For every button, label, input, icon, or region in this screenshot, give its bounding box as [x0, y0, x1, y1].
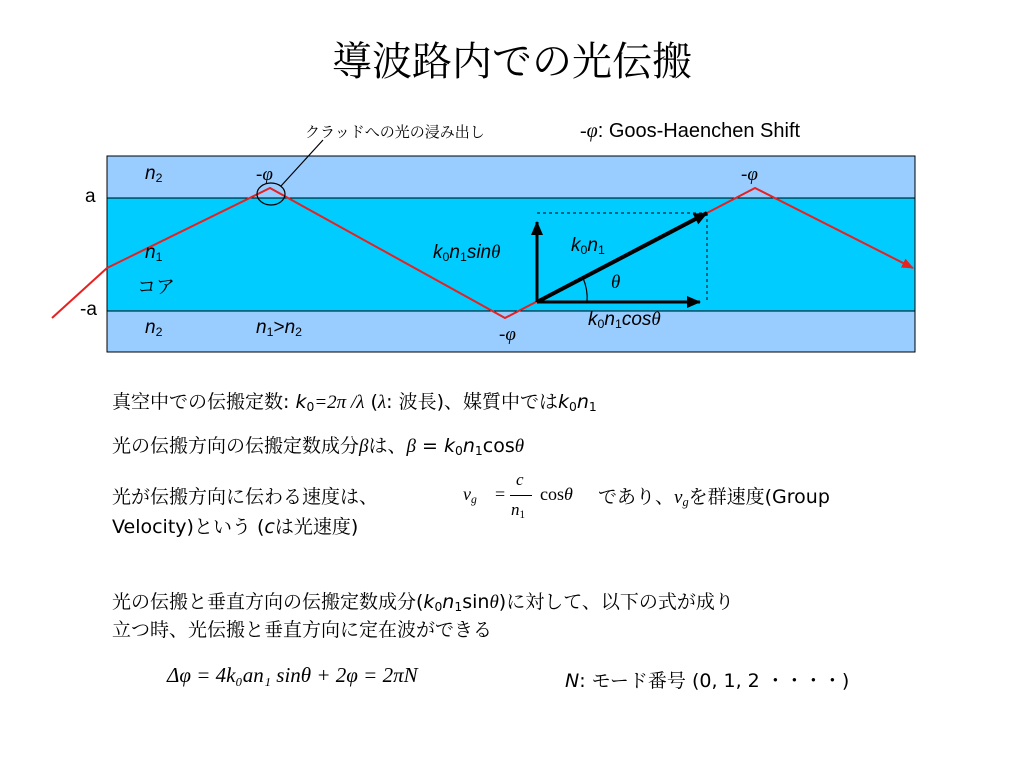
n1-label: $n_1$ [145, 242, 163, 265]
k0n1sin-label: $k_0n_1\sin\theta$ [433, 242, 501, 265]
group-velocity-line-2: Velocity)という (cは光速度) [112, 516, 359, 538]
core-label: コア [137, 277, 176, 298]
k0n1cos-label: $k_0n_1\cos\theta$ [588, 309, 661, 332]
phi-upper-right-label: -φ [741, 164, 758, 185]
theta-angle-label: θ [611, 272, 621, 293]
goos-haenchen-label: -φ: Goos-Haenchen Shift [580, 120, 801, 142]
a-label: a [85, 186, 96, 207]
cladding-penetration-label: クラッドへの光の浸み出し [305, 124, 485, 141]
mode-number-label: N: モード番号 (0, 1, 2 ・・・・) [565, 670, 850, 692]
vg-formula-numerator: c [516, 470, 524, 489]
n1-gt-n2-label: $n_1>n_2$ [256, 317, 303, 340]
page-title: 導波路内での光伝搬 [332, 39, 692, 85]
mode-equation: Δφ = 4k₀an₁ sinθ + 2φ = 2πN [167, 663, 418, 687]
vg-formula-eq: = [495, 484, 506, 504]
vg-formula-denominator: $n_1$ [511, 500, 526, 521]
beta-line: 光の伝搬方向の伝搬定数成分βは、$\beta = k_0n_1\cos\theta$ [112, 435, 525, 459]
group-velocity-line-start: 光が伝搬方向に伝わる速度は、 [112, 486, 379, 508]
perpendicular-line-1: 光の伝搬と垂直方向の伝搬定数成分$(k_0n_1\sin\theta)$に対して、以下の式が成り [112, 591, 734, 615]
perpendicular-line-2: 立つ時、光伝搬と垂直方向に定在波ができる [112, 619, 493, 641]
phi-upper-left-label: -φ [256, 164, 273, 185]
n2-lower-label: $n_2$ [145, 317, 163, 340]
neg-a-label: -a [80, 299, 97, 320]
group-velocity-line-end: であり、$v_g$を群速度(Group [598, 486, 830, 510]
vacuum-propagation-line: 真空中での伝搬定数: $k_0=2\pi$ /λ (λ: 波長)、媒質中では$k_0n_1$ [112, 391, 597, 415]
core-layer [107, 198, 915, 311]
upper-cladding [107, 156, 915, 198]
vg-formula-cos: cosθ [540, 484, 573, 504]
n2-upper-label: $n_2$ [145, 163, 163, 186]
k0n1-label: $k_0n_1$ [571, 235, 605, 258]
phi-lower-label: -φ [499, 324, 516, 345]
fraction-bar [510, 495, 532, 496]
vg-formula-lhs: $v_g$ [463, 484, 477, 506]
